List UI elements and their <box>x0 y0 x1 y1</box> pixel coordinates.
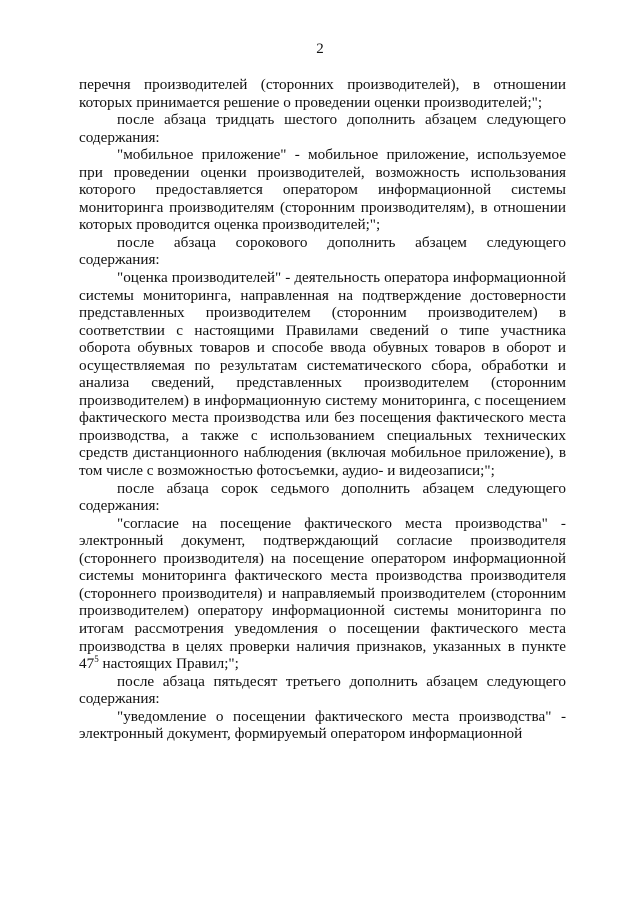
paragraph-instruction-40: после абзаца сорокового дополнить абзацем следующего содержания: <box>79 233 566 269</box>
paragraph-definition-assessment: "оценка производителей" - деятельность оператора информационной системы мониторинга, направленная на подтверждение достоверности представленных производителем (сторонним производителем) в соответствии с настоящими Правилами сведений о типе участника оборота обувных товаров и способе ввода обувных товаров в оборот и осуществляемая по результатам систематического сбора, обработки и анализа сведений, представленных производителем (сторонним производителем) в информационную систему мониторинга, с посещением фактического места производства или без посещения фактического места производства, а также с использованием специальных технических средств дистанционного наблюдения (включая мобильное приложение), в том числе с возможностью фотосъемки, аудио- и видеозаписи;"; <box>79 269 566 480</box>
footnote-superscript: 5 <box>94 654 99 665</box>
paragraph-definition-consent <box>79 515 566 673</box>
paragraph-instruction-47: после абзаца сорок седьмого дополнить абзацем следующего содержания: <box>79 479 566 515</box>
paragraph-definition-mobile-app: "мобильное приложение" - мобильное приложение, используемое при проведении оценки производителей, возможность использования которого предоставляется оператором информационной системы мониторинга производителям (сторонним производителям), в отношении которых проводится оценка производителей;"; <box>79 146 566 234</box>
paragraph-list-end: перечня производителей (сторонних производителей), в отношении которых принимается решение о проведении оценки производителей;"; <box>79 76 566 111</box>
document-body <box>79 76 566 743</box>
page-number: 2 <box>316 41 324 57</box>
consent-text-end: настоящих Правил;"; <box>98 655 239 673</box>
consent-text-main: "согласие на посещение фактического места производства" - электронный документ, подтверждающий согласие производителя (стороннего производителя) на посещение оператором информационной системы мониторинга фактического места производства производителя (стороннего производителя) и направляемый производителем (сторонним производителем) оператору информационной системы мониторинга по итогам рассмотрения уведомления о посещении фактического места производства в целях проверки наличия признаков, указанных в пункте 47 <box>79 514 566 673</box>
paragraph-instruction-53: после абзаца пятьдесят третьего дополнить абзацем следующего содержания: <box>79 672 566 708</box>
paragraph-definition-notification: "уведомление о посещении фактического места производства" - электронный документ, формируемый оператором информационной <box>79 707 566 743</box>
paragraph-instruction-36: после абзаца тридцать шестого дополнить абзацем следующего содержания: <box>79 111 566 146</box>
